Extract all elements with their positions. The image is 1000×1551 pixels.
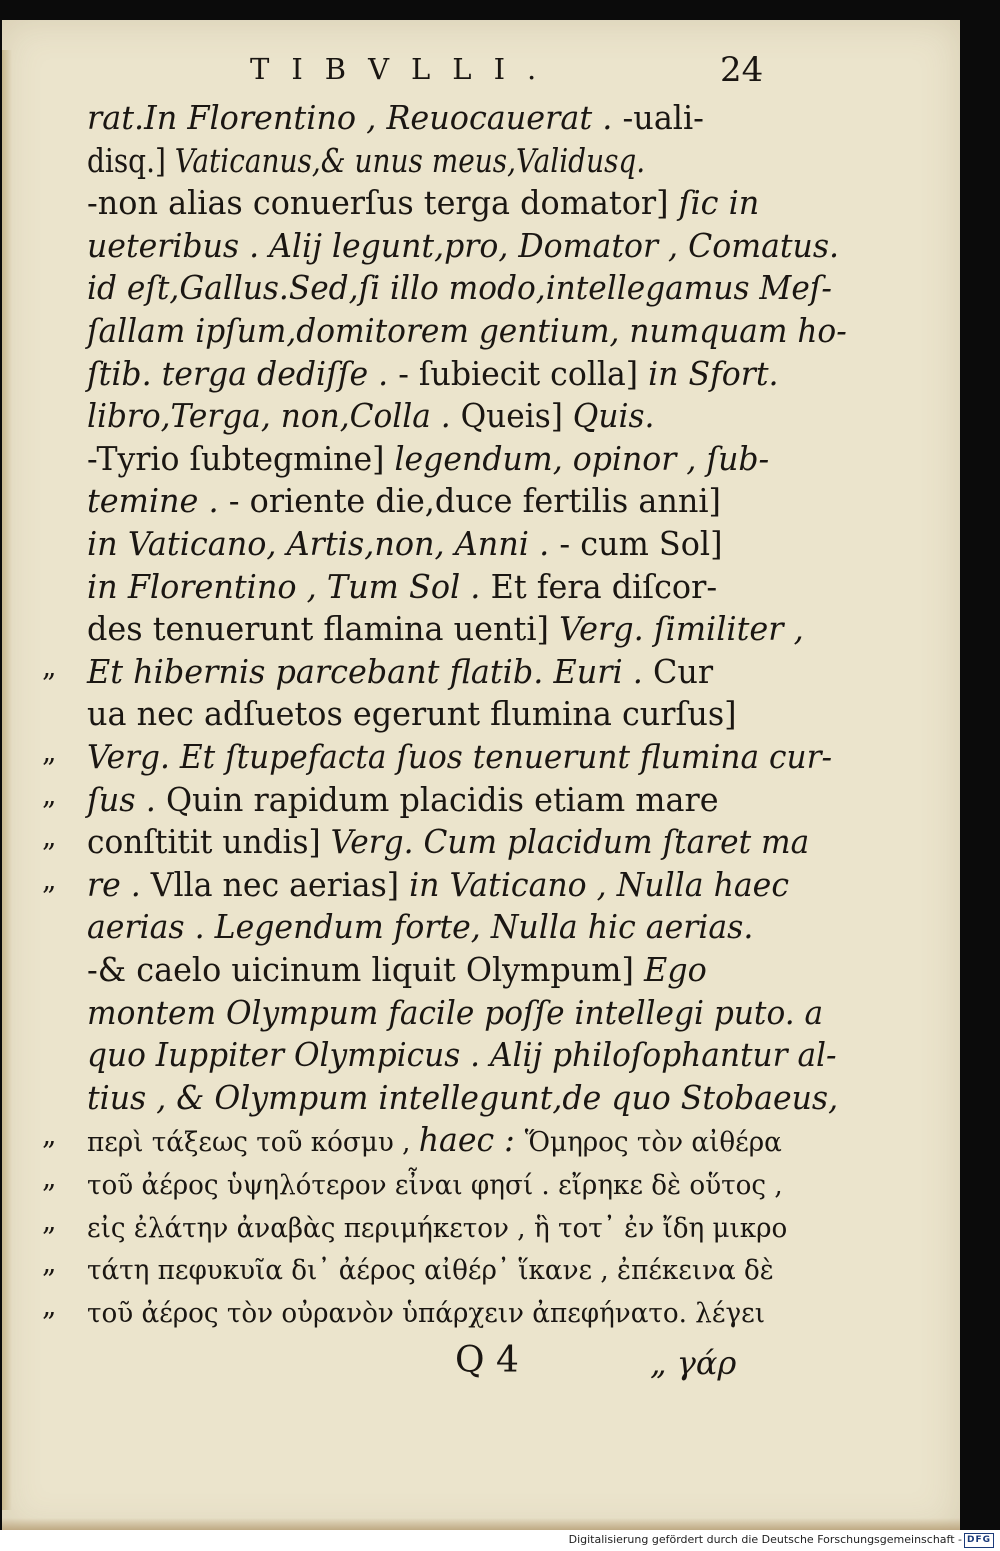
text-segment: id eſt,Gallus.Sed,ſi illo modo,intellegamus Meſ- bbox=[87, 269, 832, 308]
text-segment: des tenuerunt flamina uenti] bbox=[87, 610, 560, 649]
text-segment: Quin rapidum placidis etiam mare bbox=[155, 780, 719, 819]
text-segment: τοῦ ἀέρος τὸν οὐρανὸν ὑπάρχειν ἀπεφήνατο. λέγει bbox=[87, 1297, 765, 1329]
text-segment: Ὅμηρος τὸν αἰθέρα bbox=[524, 1127, 782, 1159]
text-segment: περὶ τάξεως τοῦ κόσμυ , bbox=[87, 1127, 419, 1159]
margin-quote-mark: „ bbox=[42, 1161, 57, 1194]
catchword: „ γάρ bbox=[650, 1344, 737, 1382]
margin-quote-mark: „ bbox=[42, 1203, 57, 1237]
margin-quote-mark: „ bbox=[42, 735, 57, 768]
text-line bbox=[87, 1248, 774, 1290]
text-segment: ſallam ipſum,domitorem gentium, numquam ho- bbox=[87, 312, 847, 350]
text-segment: Cur bbox=[642, 652, 714, 691]
text-line bbox=[87, 439, 770, 481]
text-line bbox=[87, 822, 810, 864]
text-line bbox=[87, 354, 779, 396]
text-line bbox=[87, 1078, 839, 1120]
text-segment: in Florentino , Tum Sol . bbox=[87, 567, 481, 606]
text-segment: Et hibernis parcebant flatib. Euri . bbox=[87, 652, 643, 691]
text-line bbox=[87, 907, 766, 949]
text-segment: montem Olympum facile poſſe intellegi puto. a bbox=[87, 993, 824, 1032]
text-segment: - cum Sol] bbox=[549, 525, 723, 563]
text-segment: τάτη πεφυκυῖα δι᾽ ἀέρος αἰθέρ᾽ ἵκανε , ἐπέκεινα δὲ bbox=[87, 1255, 774, 1287]
text-segment: Verg. Et ſtupefacta ſuos tenuerunt flumina cur- bbox=[87, 738, 833, 776]
text-line bbox=[87, 396, 759, 438]
text-segment: Et fera diſcor- bbox=[480, 567, 718, 606]
signature-mark: Q 4 bbox=[455, 1340, 519, 1381]
text-segment: aerias . Legendum forte, Nulla hic aerias. bbox=[87, 908, 754, 947]
text-segment: ſic in bbox=[678, 184, 760, 223]
text-segment: εἰς ἐλάτην ἀναβὰς περιμήκετον , ἣ τοτ᾽ ἐν ἴδη μικρο bbox=[87, 1212, 788, 1244]
text-line bbox=[87, 567, 773, 609]
text-line bbox=[87, 993, 824, 1035]
text-segment: Vaticanus,& unus meus,Validusq. bbox=[174, 141, 646, 180]
margin-quote-mark: „ bbox=[42, 820, 57, 854]
text-segment: Verg. Cum placidum ſtaret ma bbox=[330, 823, 810, 862]
text-line bbox=[87, 1035, 837, 1077]
text-line bbox=[87, 268, 832, 310]
text-segment: -Tyrio ſubtegmine] bbox=[87, 439, 395, 478]
text-line bbox=[87, 1163, 783, 1205]
text-segment: -uali- bbox=[612, 99, 704, 137]
text-line bbox=[87, 780, 773, 822]
text-segment: in Sfort. bbox=[648, 354, 779, 393]
dfg-logo: DFG bbox=[964, 1533, 994, 1548]
text-segment: - ſubiecit colla] bbox=[388, 354, 649, 393]
text-segment: ſus . bbox=[87, 780, 156, 819]
text-segment: libro,Terga, non,Colla . bbox=[87, 397, 451, 436]
text-segment: Queis] bbox=[450, 397, 573, 436]
text-line bbox=[87, 183, 773, 225]
text-line bbox=[87, 652, 773, 694]
margin-quote-mark: „ bbox=[42, 862, 57, 896]
text-line bbox=[87, 98, 773, 140]
text-segment: Ego bbox=[644, 951, 707, 989]
text-line bbox=[87, 226, 840, 268]
text-segment: haec : bbox=[418, 1121, 525, 1160]
text-segment: disq.] bbox=[87, 141, 175, 180]
text-line bbox=[87, 950, 773, 992]
text-segment: - oriente die,duce fertilis anni] bbox=[218, 482, 721, 521]
funding-note: Digitalisierung gefördert durch die Deutsche Forschungsgemeinschaft - bbox=[568, 1533, 962, 1546]
text-segment: ſtib. terga dediſſe . bbox=[87, 354, 389, 393]
margin-quote-mark: „ bbox=[42, 1118, 57, 1152]
margin-quote-mark: „ bbox=[42, 1288, 57, 1322]
text-segment: in Vaticano , Nulla haec bbox=[409, 865, 789, 904]
text-line bbox=[87, 481, 773, 523]
text-segment: Vlla nec aerias] bbox=[140, 865, 410, 904]
text-segment: ua nec adſuetos egerunt flumina curſus] bbox=[87, 695, 737, 734]
text-segment: legendum, opinor , ſub- bbox=[394, 439, 770, 478]
text-segment: quo Iuppiter Olympicus . Alij philoſophantur al- bbox=[87, 1036, 837, 1075]
text-line bbox=[87, 524, 773, 566]
text-segment: in Vaticano, Artis,non, Anni . bbox=[87, 525, 550, 563]
text-line bbox=[87, 1291, 766, 1333]
text-segment: conſtitit undis] bbox=[87, 823, 331, 862]
text-segment: -non alias conuerſus terga domator] bbox=[87, 184, 679, 223]
text-line bbox=[87, 609, 804, 651]
text-segment: Verg. ſimiliter , bbox=[559, 610, 804, 649]
margin-quote-mark: „ bbox=[42, 649, 57, 683]
text-segment: re . bbox=[87, 865, 141, 904]
text-segment: temine . bbox=[87, 482, 219, 521]
text-segment: tius , & Olympum intellegunt,de quo Stobaeus, bbox=[87, 1078, 839, 1117]
text-line bbox=[87, 865, 789, 907]
page-edge-left bbox=[2, 50, 12, 1510]
text-segment: -& caelo uicinum liquit Olympum] bbox=[87, 951, 645, 989]
text-line bbox=[87, 311, 847, 353]
text-segment: rat.In Florentino , Reuocauerat . bbox=[87, 99, 613, 137]
text-segment: ueteribus . Alij legunt,pro, Domator , Comatus. bbox=[87, 226, 840, 265]
text-line bbox=[87, 1206, 788, 1248]
margin-quote-mark: „ bbox=[42, 777, 57, 811]
text-line bbox=[87, 1120, 782, 1162]
page-number: 24 bbox=[720, 50, 764, 90]
text-line bbox=[87, 737, 833, 779]
text-segment: τοῦ ἀέρος ὑψηλότερον εἶναι φησί . εἴρηκε δὲ οὕτος , bbox=[87, 1170, 783, 1201]
running-head: TIBVLLI. bbox=[250, 52, 559, 86]
margin-quote-mark: „ bbox=[42, 1246, 57, 1280]
text-line bbox=[87, 141, 689, 183]
text-segment: Quis. bbox=[572, 397, 655, 436]
text-line bbox=[87, 694, 773, 736]
